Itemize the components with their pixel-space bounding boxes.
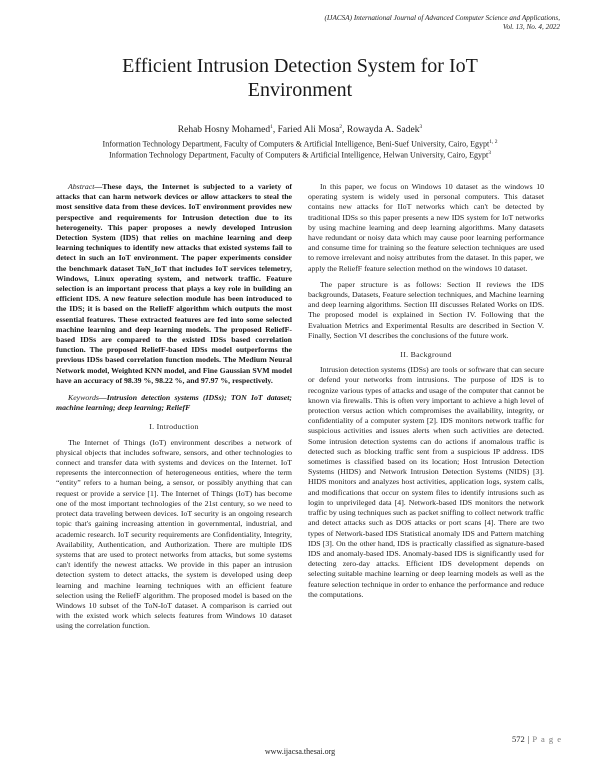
right-column	[308, 182, 544, 600]
background-paragraph: Intrusion detection systems (IDSs) are tools or software that can secure or defend your networks from intrusions. The purpose of IDS is to recognize various types of attacks and usage of the computer that cannot be known via firewalls. This is often very important to achieve a high level of protection versus action which compromises the availability, integrity, or confidentiality of a computer system [2]. IDS monitors network traffic for suspicious activities and issues alerts when such activities are detected. Some intrusion detection systems can do actions if anomalous traffic is detected such as blocking traffic sent from a suspicious IP address. IDS sometimes is classified based on its location; Host Intrusion Detection Systems (HIDS) and Network Intrusion Detection Systems (NIDS) [3]. HIDS monitors and analyzes host activities, application logs, system calls, and modifications that occur on system files to identify intrusions such as login to unprivileged data [4]. Network-based IDS monitors the network traffic by using techniques such as packet sniffing to collect network traffic and detect attacks such as DOS attacks or port scans [4]. There are two types of Network-based IDS Statistical anomaly IDS and Pattern matching IDS [3]. On the other hand, IDS is practically classified as signature-based IDS and anomaly-based IDS. Anomaly-based IDS is significantly used for detecting zero-day attacks. Efficient IDS development depends on selecting suitable machine learning or deep learning models as well as the feature selection technique in order to enhance the performance and reduce the computations.	[308, 365, 544, 599]
page-separator: |	[527, 734, 530, 744]
author-list: Rehab Hosny Mohamed$^1$, Faried Ali Mosa$^2$, Rowayda A. Sadek$^3$	[177, 124, 423, 136]
journal-header	[200, 14, 560, 32]
title-line-1: Efficient Intrusion Detection System for IoT	[122, 55, 478, 77]
affiliation-2	[30, 148, 570, 161]
affiliation-2-text: Information Technology Department, Faculty of Computers & Artificial Intelligence, Helwan University, Cairo, Egypt	[109, 150, 489, 160]
author-1-sup: 1	[270, 124, 273, 130]
paper-title	[40, 54, 560, 102]
keywords	[56, 393, 292, 413]
abstract	[56, 182, 292, 386]
keywords-label: Keywords	[68, 393, 99, 403]
affiliation-1-sup: 1, 2	[489, 139, 498, 145]
author-2-sup: 2	[339, 124, 343, 130]
title-line-2: Environment	[247, 79, 353, 101]
left-column	[56, 182, 292, 632]
paragraph-focus: In this paper, we focus on Windows 10 dataset as the windows 10 operating system is widely used in personal computers. This dataset contains new attacks for IIoT networks which can't be detected by traditional IDSs so this paper presents a new IDS system for IoT networks by using machine learning and deep learning algorithms. Many datasets have redundant or noisy data which may cause poor learning performance and consume time for training so the feature selection techniques are used to remove irrelevant and noisy attributes from the dataset. In this paper, we apply the ReliefF feature selection method on the windows 10 dataset.	[308, 182, 544, 273]
affiliation-2-sup: 3	[488, 150, 491, 156]
intro-paragraph: The Internet of Things (IoT) environment describes a network of physical objects that includes software, sensors, and other technologies to connect and transfer data with systems and devices on the Internet. IoT represents the interconnection of heterogeneous entities, where the term “entity” refers to a human being, a sensor, or possibly anything that can request or provide a service [1]. The Internet of Things (IoT) has become one of the most important technologies of the 21st century, so we need to protect data traveling between devices. IoT security is an ongoing research topic that's gaining increasing attention in governmental, industrial, and academic research. IoT security requirements are Confidentiality, Integrity, Availability, Authentication, and Authorization. There are multiple IDS systems that are used to protect networks from attacks, but some systems can't identify the newest attacks. We provide in this paper an intrusion detection system to detect attacks, the system is developed using deep learning and machine learning techniques with an efficient feature selection using the ReliefF algorithm. The proposed model is based on the Windows 10 subset of the ToN-IoT dataset. A comparison is carried out with the existed work which selects features from Windows 10 dataset using the correlation function.	[56, 437, 292, 631]
page-number	[512, 734, 562, 744]
author-2: Faried Ali Mosa	[277, 125, 340, 136]
author-3: Rowayda A. Sadek	[346, 125, 420, 136]
abstract-text: —These days, the Internet is subjected to a variety of attacks that can harm network devices or allow attackers to steal the most sensitive data from these devices. IoT environment provides new perspective and requirements for Intrusion detection due to its heterogeneity. This paper proposes a newly developed Intrusion Detection System (IDS) that relies on machine learning and deep learning techniques to identify new attacks that existed systems fail to detect in such an IoT environment. The paper experiments consider the benchmark dataset ToN_IoT that includes IoT services telemetry, Windows, Linux operating system, and network traffic. Feature selection is an important process that plays a key role in building an efficient IDS. A new feature selection module has been introduced to the IDS; it is based on the ReliefF algorithm which outputs the most essential features. These extracted features are fed into some selected machine learning and deep learning models. The proposed ReliefF-based IDSs are compared to the existed IDSs based correlation function. The proposed ReliefF-based IDSs model outperforms the previous IDSs based correlation function models. The Medium Neural Network model, Weighted KNN model, and Fine Gaussian SVM model have an accuracy of 98.39 %, 98.22 %, and 97.97 %, respectively.	[56, 182, 292, 385]
author-1: Rehab Hosny Mohamed	[177, 125, 271, 136]
section-heading-background: II. Background	[400, 350, 452, 360]
page-number-value: 572	[511, 734, 525, 744]
keywords-text: —Intrusion detection systems (IDSs); TON IoT dataset; machine learning; deep learning; ReliefF	[56, 393, 292, 413]
footer-url[interactable]: www.ijacsa.thesai.org	[264, 747, 336, 756]
section-heading-introduction: I. Introduction	[149, 422, 199, 432]
paragraph-structure: The paper structure is as follows: Section II reviews the IDS backgrounds, Datasets, Feature selection techniques, and Machine learning and deep learning algorithms. Section III discusses Related Works on IDS. The proposed model is explained in Section IV. Following that the Evaluation Metrics and Experimental Results are described in Section V. Finally, Section VI describes the conclusions of the future work.	[308, 279, 544, 340]
page-label: P a g e	[532, 734, 562, 744]
journal-name: (IJACSA) International Journal of Advanced Computer Science and Applications,	[324, 14, 560, 22]
author-3-sup: 3	[419, 124, 423, 130]
abstract-label: Abstract	[68, 182, 95, 191]
affiliation-1-text: Information Technology Department, Faculty of Computers & Artificial Intelligence, Beni-Suef University, Cairo, Egypt	[102, 139, 490, 149]
journal-volume: Vol. 13, No. 4, 2022	[502, 23, 560, 31]
